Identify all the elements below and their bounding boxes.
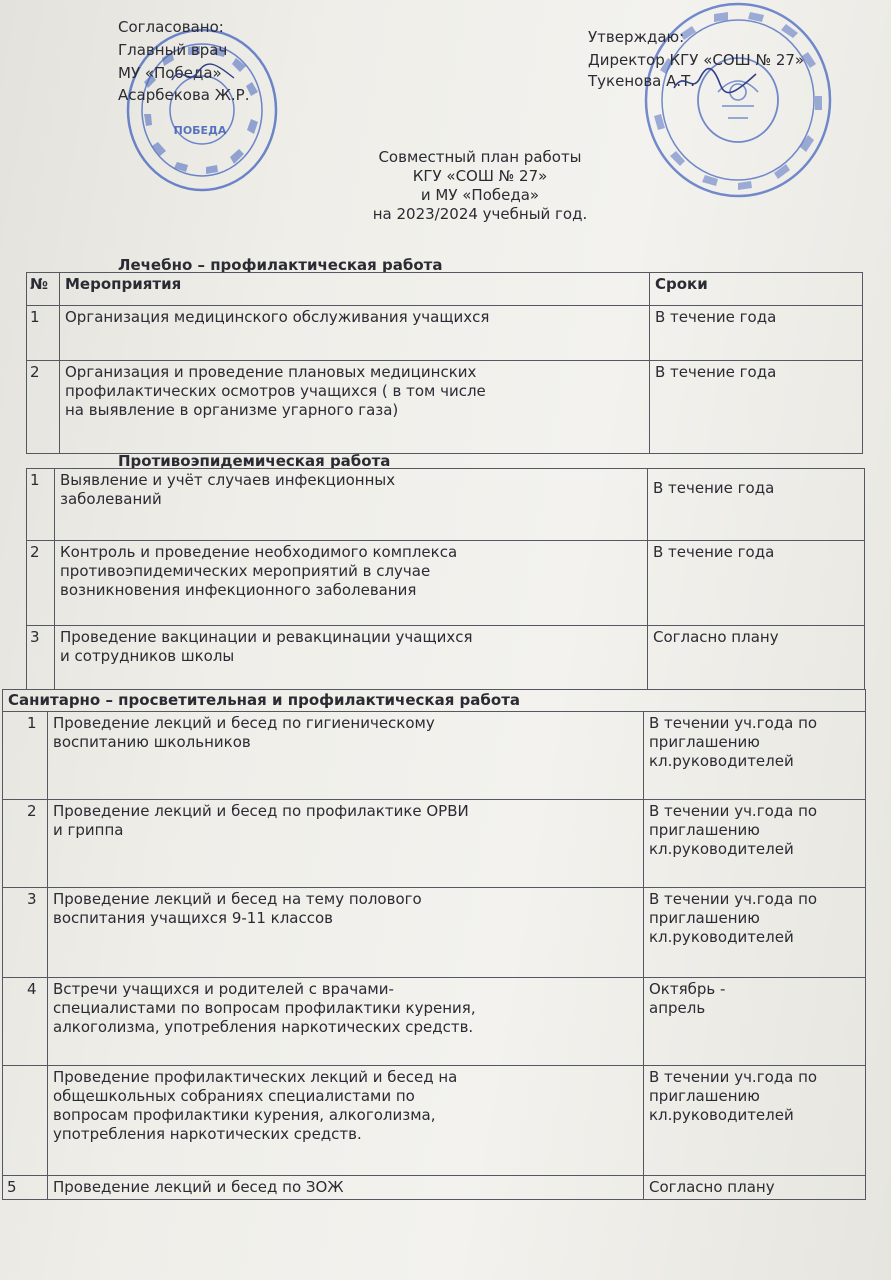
header-num: № xyxy=(27,273,60,306)
row-event: Проведение профилактических лекций и бесед на общешкольных собраниях специалистами по вопросам профилактики курения, алкоголизма, употребления наркотических средств. xyxy=(48,1066,644,1176)
row-event: Проведение лекций и бесед по профилактике ОРВИ и гриппа xyxy=(48,800,644,888)
row-num: 1 xyxy=(27,306,60,361)
table-row xyxy=(27,626,865,690)
section-title-epidemic: Противоэпидемическая работа xyxy=(118,452,391,470)
section-title-sanitary: Санитарно – просветительная и профилактическая работа xyxy=(3,690,866,712)
row-term: В течение года xyxy=(650,306,863,361)
agreed-name: Асарбекова Ж.Р. xyxy=(118,86,250,104)
row-term: В течение года xyxy=(650,361,863,454)
table-row xyxy=(3,1066,866,1176)
row-event: Выявление и учёт случаев инфекционных заболеваний xyxy=(55,469,648,541)
row-event: Организация медицинского обслуживания учащихся xyxy=(60,306,650,361)
table-row xyxy=(27,541,865,626)
table-row xyxy=(3,800,866,888)
row-num: 1 xyxy=(27,469,55,541)
row-num: 4 xyxy=(3,978,48,1066)
table-row xyxy=(27,306,863,361)
row-num xyxy=(3,1066,48,1176)
approve-name: Тукенова А.Т. xyxy=(588,72,696,90)
title-line-3: и МУ «Победа» xyxy=(420,186,540,204)
table-row xyxy=(3,888,866,978)
row-event: Организация и проведение плановых медицинских профилактических осмотров учащихся ( в том числе на выявление в организме угарного газа) xyxy=(60,361,650,454)
row-term: В течение года xyxy=(648,541,865,626)
signature-left xyxy=(168,60,238,90)
row-term: В течении уч.года по приглашению кл.руководителей xyxy=(644,712,866,800)
document-title xyxy=(0,148,891,224)
title-line-1: Совместный план работы xyxy=(378,148,582,166)
row-event: Проведение лекций и бесед на тему полового воспитания учащихся 9-11 классов xyxy=(48,888,644,978)
row-num: 3 xyxy=(3,888,48,978)
title-line-2: КГУ «СОШ № 27» xyxy=(412,167,548,185)
row-term: Согласно плану xyxy=(644,1176,866,1200)
row-term: В течении уч.года по приглашению кл.руководителей xyxy=(644,1066,866,1176)
row-num: 3 xyxy=(27,626,55,690)
plan-table-epidemic xyxy=(26,468,865,690)
section-title-row xyxy=(3,690,866,712)
row-term: Октябрь - апрель xyxy=(644,978,866,1066)
agreed-label: Согласовано: xyxy=(118,18,224,36)
section-title-treatment: Лечебно – профилактическая работа xyxy=(118,256,443,274)
row-event: Контроль и проведение необходимого комплекса противоэпидемических мероприятий в случае возникновения инфекционного заболевания xyxy=(55,541,648,626)
header-term: Сроки xyxy=(650,273,863,306)
row-event: Встречи учащихся и родителей с врачами- специалистами по вопросам профилактики курения, алкоголизма, употребления наркотических средств. xyxy=(48,978,644,1066)
signature-right xyxy=(670,64,760,98)
approve-label: Утверждаю: xyxy=(588,28,685,46)
row-event: Проведение вакцинации и ревакцинации учащихся и сотрудников школы xyxy=(55,626,648,690)
table-row xyxy=(27,469,865,541)
row-num: 2 xyxy=(27,541,55,626)
title-line-4: на 2023/2024 учебный год. xyxy=(372,205,588,223)
row-num: 2 xyxy=(3,800,48,888)
plan-table-treatment xyxy=(26,272,863,454)
row-term: В течение года xyxy=(648,469,865,541)
row-term: Согласно плану xyxy=(648,626,865,690)
table-row xyxy=(27,361,863,454)
row-num: 5 xyxy=(3,1176,48,1200)
table-row xyxy=(3,712,866,800)
row-num: 1 xyxy=(3,712,48,800)
row-event: Проведение лекций и бесед по гигиеническому воспитанию школьников xyxy=(48,712,644,800)
row-event: Проведение лекций и бесед по ЗОЖ xyxy=(48,1176,644,1200)
approve-position: Директор КГУ «СОШ № 27» xyxy=(588,51,805,69)
table-row xyxy=(3,978,866,1066)
row-term: В течении уч.года по приглашению кл.руководителей xyxy=(644,800,866,888)
plan-table-sanitary xyxy=(2,689,866,1200)
row-term: В течении уч.года по приглашению кл.руководителей xyxy=(644,888,866,978)
stamp-text: ПОБЕДА xyxy=(173,124,227,137)
agreed-position: Главный врач xyxy=(118,41,228,59)
table-header-row xyxy=(27,273,863,306)
header-event: Мероприятия xyxy=(60,273,650,306)
row-num: 2 xyxy=(27,361,60,454)
table-row xyxy=(3,1176,866,1200)
agreed-organization: МУ «Победа» xyxy=(118,64,222,82)
